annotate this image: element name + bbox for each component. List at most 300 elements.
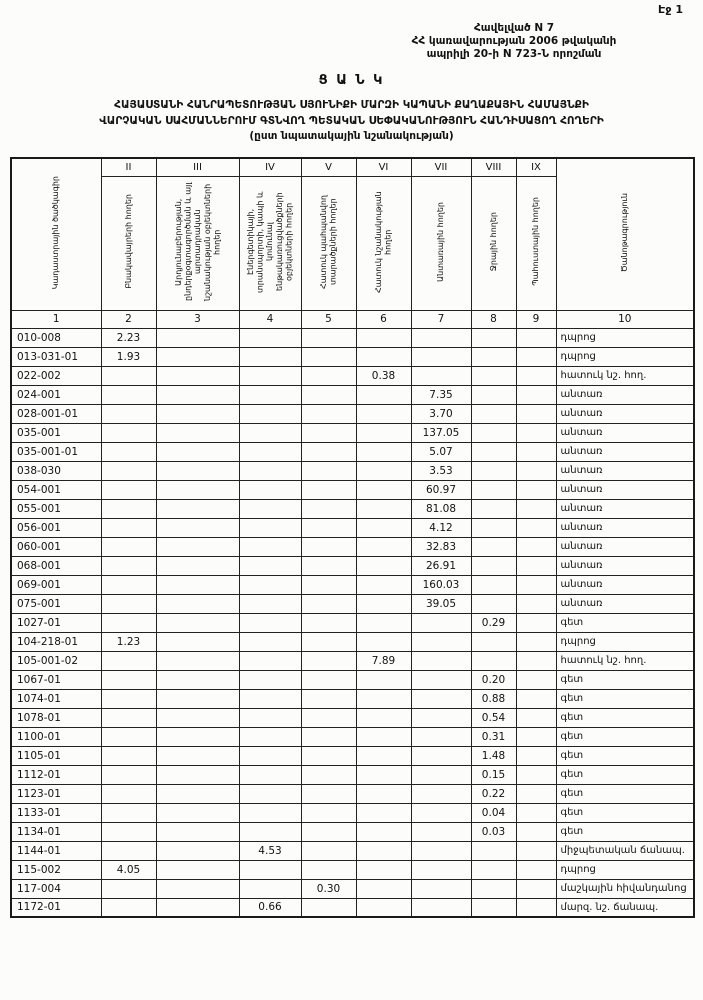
area-value-cell (411, 765, 471, 784)
area-value-cell (101, 423, 156, 442)
subtitle-line-3: (ըստ նպատակային նշանակության) (249, 129, 454, 142)
area-value-cell (356, 898, 411, 917)
cadastral-code-cell: 1027-01 (11, 613, 101, 632)
area-value-cell (356, 347, 411, 366)
area-value-cell (101, 594, 156, 613)
area-value-cell (156, 461, 239, 480)
area-value-cell (101, 575, 156, 594)
area-value-cell (301, 860, 356, 879)
cadastral-code-cell: 1105-01 (11, 746, 101, 765)
area-value-cell (301, 499, 356, 518)
roman-numeral-II: II (101, 158, 156, 176)
area-value-cell (356, 822, 411, 841)
table-row (11, 860, 694, 879)
area-value-cell (101, 670, 156, 689)
table-row (11, 784, 694, 803)
area-value-cell (516, 803, 556, 822)
note-cell: գետ (556, 822, 694, 841)
area-value-cell (516, 499, 556, 518)
area-value-cell (411, 746, 471, 765)
document-subtitle (10, 98, 693, 144)
area-value-cell (239, 518, 301, 537)
area-value-cell (101, 784, 156, 803)
area-value-cell (411, 708, 471, 727)
area-value-cell (471, 442, 516, 461)
area-value-cell (101, 708, 156, 727)
area-value-cell (301, 537, 356, 556)
table-row (11, 404, 694, 423)
table-row (11, 328, 694, 347)
note-cell: գետ (556, 670, 694, 689)
cadastral-code-cell: 104-218-01 (11, 632, 101, 651)
area-value-cell (239, 347, 301, 366)
area-value-cell (411, 841, 471, 860)
cadastral-code-cell: 056-001 (11, 518, 101, 537)
cadastral-code-cell: 022-002 (11, 366, 101, 385)
area-value-cell (239, 556, 301, 575)
table-row (11, 765, 694, 784)
area-value-cell (239, 480, 301, 499)
table-row (11, 670, 694, 689)
area-value-cell (356, 879, 411, 898)
cadastral-code-cell: 038-030 (11, 461, 101, 480)
note-cell: գետ (556, 613, 694, 632)
cadastral-code-cell: 069-001 (11, 575, 101, 594)
area-value-cell (411, 898, 471, 917)
area-value-cell (471, 575, 516, 594)
area-value-cell (301, 347, 356, 366)
area-value-cell (516, 556, 556, 575)
column-number-4: 4 (239, 310, 301, 328)
area-value-cell (301, 822, 356, 841)
forest-lands-label: Անտառային հողեր (436, 201, 446, 282)
header-cell-residential-lands (101, 176, 156, 310)
roman-numeral-VI: VI (356, 158, 411, 176)
area-value-cell: 4.12 (411, 518, 471, 537)
area-value-cell (156, 689, 239, 708)
area-value-cell (411, 803, 471, 822)
area-value-cell (471, 556, 516, 575)
note-cell: անտառ (556, 404, 694, 423)
table-row (11, 879, 694, 898)
cadastral-code-cell: 117-004 (11, 879, 101, 898)
area-value-cell (301, 613, 356, 632)
area-value-cell (411, 328, 471, 347)
area-value-cell (516, 347, 556, 366)
area-value-cell: 1.23 (101, 632, 156, 651)
table-row (11, 613, 694, 632)
area-value-cell (239, 879, 301, 898)
area-value-cell (516, 727, 556, 746)
area-value-cell (356, 803, 411, 822)
area-value-cell (156, 879, 239, 898)
roman-numeral-IX: IX (516, 158, 556, 176)
note-header-label: Ծանոթագրություն (619, 193, 629, 273)
decree-line-1: ՀՀ կառավարության 2006 թվականի (411, 35, 617, 48)
table-header (11, 158, 694, 328)
area-value-cell (301, 841, 356, 860)
area-value-cell (156, 575, 239, 594)
land-registry-table (10, 157, 695, 918)
annex-label: Հավելված N 7 (473, 22, 555, 34)
area-value-cell (156, 537, 239, 556)
area-value-cell (356, 328, 411, 347)
table-row (11, 708, 694, 727)
decree-line-2: ապրիլի 20-ի N 723-Ն որոշման (426, 48, 602, 61)
area-value-cell (516, 765, 556, 784)
area-value-cell: 0.03 (471, 822, 516, 841)
note-cell: անտառ (556, 537, 694, 556)
cadastral-code-cell: 1078-01 (11, 708, 101, 727)
header-cell-infrastructure-lands (239, 176, 301, 310)
cadastral-code-cell: 028-001-01 (11, 404, 101, 423)
area-value-cell (101, 518, 156, 537)
area-value-cell (471, 347, 516, 366)
reserve-lands-label: Պահուստային հողեր (531, 197, 541, 286)
roman-numeral-III: III (156, 158, 239, 176)
special-purpose-lands-label: Հատուկ նշանակության հողեր (373, 190, 393, 293)
cadastral-code-cell: 1074-01 (11, 689, 101, 708)
area-value-cell (356, 480, 411, 499)
area-value-cell (101, 366, 156, 385)
area-value-cell (471, 594, 516, 613)
area-value-cell: 0.22 (471, 784, 516, 803)
table-row (11, 499, 694, 518)
area-value-cell (356, 860, 411, 879)
area-value-cell (101, 879, 156, 898)
area-value-cell (156, 651, 239, 670)
area-value-cell (156, 328, 239, 347)
note-cell: անտառ (556, 594, 694, 613)
area-value-cell (156, 803, 239, 822)
area-value-cell (356, 423, 411, 442)
cadastral-code-cell: 1067-01 (11, 670, 101, 689)
area-value-cell (301, 480, 356, 499)
table-row (11, 423, 694, 442)
cadastral-code-cell: 035-001-01 (11, 442, 101, 461)
area-value-cell: 0.29 (471, 613, 516, 632)
table-row (11, 385, 694, 404)
column-number-10: 10 (556, 310, 694, 328)
column-number-8: 8 (471, 310, 516, 328)
area-value-cell: 0.31 (471, 727, 516, 746)
area-value-cell (239, 594, 301, 613)
column-number-9: 9 (516, 310, 556, 328)
roman-numeral-row (11, 158, 694, 176)
area-value-cell (301, 461, 356, 480)
area-value-cell (156, 499, 239, 518)
area-value-cell (356, 442, 411, 461)
water-lands-label: Ջրային հողեր (488, 211, 498, 272)
cadastral-code-cell: 010-008 (11, 328, 101, 347)
area-value-cell (356, 670, 411, 689)
area-value-cell (471, 537, 516, 556)
subtitle-line-1: ՀԱՅԱՍՏԱՆԻ ՀԱՆՐԱՊԵՏՈՒԹՅԱՆ ՍՅՈՒՆԻՔԻ ՄԱՐԶԻ ԿԱՊԱՆԻ ՔԱՂԱՔԱՅԻՆ ՀԱՄԱՅՆՔԻ (114, 99, 589, 112)
area-value-cell (516, 613, 556, 632)
area-value-cell (411, 822, 471, 841)
note-cell: անտառ (556, 461, 694, 480)
area-value-cell (101, 651, 156, 670)
area-value-cell (356, 613, 411, 632)
area-value-cell (239, 575, 301, 594)
note-cell: անտառ (556, 499, 694, 518)
area-value-cell (101, 746, 156, 765)
area-value-cell (516, 746, 556, 765)
area-value-cell (356, 784, 411, 803)
area-value-cell (101, 480, 156, 499)
table-row (11, 366, 694, 385)
area-value-cell (471, 366, 516, 385)
area-value-cell (101, 689, 156, 708)
area-value-cell (471, 385, 516, 404)
table-row (11, 689, 694, 708)
area-value-cell (471, 518, 516, 537)
note-cell: անտառ (556, 518, 694, 537)
note-cell: անտառ (556, 385, 694, 404)
area-value-cell: 39.05 (411, 594, 471, 613)
area-value-cell (411, 366, 471, 385)
cadastral-code-cell: 1144-01 (11, 841, 101, 860)
area-value-cell (156, 898, 239, 917)
table-row (11, 518, 694, 537)
cadastral-code-cell: 1123-01 (11, 784, 101, 803)
area-value-cell (239, 423, 301, 442)
note-cell: գետ (556, 727, 694, 746)
area-value-cell (156, 347, 239, 366)
cadastral-code-cell: 1112-01 (11, 765, 101, 784)
header-cell-forest-lands (411, 176, 471, 310)
area-value-cell (356, 385, 411, 404)
table-row (11, 575, 694, 594)
area-value-cell (356, 537, 411, 556)
area-value-cell (301, 575, 356, 594)
area-value-cell (516, 404, 556, 423)
note-cell: հատուկ նշ. հող. (556, 651, 694, 670)
note-cell: անտառ (556, 556, 694, 575)
annex-block (349, 22, 679, 61)
area-value-cell (239, 442, 301, 461)
area-value-cell: 7.89 (356, 651, 411, 670)
area-value-cell (411, 347, 471, 366)
area-value-cell (356, 499, 411, 518)
area-value-cell (356, 746, 411, 765)
note-cell: գետ (556, 765, 694, 784)
area-value-cell: 0.04 (471, 803, 516, 822)
area-value-cell (156, 556, 239, 575)
area-value-cell (356, 575, 411, 594)
cadastral-code-cell: 105-001-02 (11, 651, 101, 670)
area-value-cell (101, 442, 156, 461)
area-value-cell (156, 442, 239, 461)
area-value-cell: 60.97 (411, 480, 471, 499)
area-value-cell (471, 632, 516, 651)
area-value-cell (356, 727, 411, 746)
area-value-cell (239, 632, 301, 651)
area-value-cell (301, 670, 356, 689)
column-number-row (11, 310, 694, 328)
area-value-cell (301, 366, 356, 385)
area-value-cell (101, 898, 156, 917)
table-row (11, 632, 694, 651)
area-value-cell (156, 784, 239, 803)
header-cell-industrial-lands (156, 176, 239, 310)
area-value-cell (101, 613, 156, 632)
area-value-cell (516, 328, 556, 347)
industrial-lands-label: Արդյունաբերության, ընդերքօգտագործման և այլ արտադրական նշանակության օբյեկտների հողեր (173, 182, 221, 301)
note-cell: գետ (556, 803, 694, 822)
note-cell: անտառ (556, 442, 694, 461)
area-value-cell (411, 670, 471, 689)
area-value-cell (516, 423, 556, 442)
area-value-cell (239, 765, 301, 784)
area-value-cell (516, 784, 556, 803)
area-value-cell (239, 366, 301, 385)
note-cell: մարզ. նշ. ճանապ. (556, 898, 694, 917)
note-cell: դպրոց (556, 860, 694, 879)
area-value-cell (471, 860, 516, 879)
column-number-2: 2 (101, 310, 156, 328)
cadastral-code-cell: 060-001 (11, 537, 101, 556)
area-value-cell (156, 670, 239, 689)
area-value-cell (301, 594, 356, 613)
area-value-cell (516, 689, 556, 708)
area-value-cell (516, 898, 556, 917)
cadastral-code-cell: 024-001 (11, 385, 101, 404)
table-row (11, 594, 694, 613)
area-value-cell (471, 328, 516, 347)
area-value-cell (156, 746, 239, 765)
table-row (11, 461, 694, 480)
area-value-cell: 1.48 (471, 746, 516, 765)
cadastral-code-cell: 1134-01 (11, 822, 101, 841)
note-cell: հատուկ նշ. հող. (556, 366, 694, 385)
header-cell-special-purpose-lands (356, 176, 411, 310)
area-value-cell (356, 404, 411, 423)
area-value-cell: 2.23 (101, 328, 156, 347)
area-value-cell (101, 537, 156, 556)
area-value-cell (301, 328, 356, 347)
area-value-cell (471, 461, 516, 480)
area-value-cell (301, 727, 356, 746)
area-value-cell (516, 708, 556, 727)
area-value-cell (156, 385, 239, 404)
cadastral-code-cell: 075-001 (11, 594, 101, 613)
area-value-cell (301, 423, 356, 442)
area-value-cell (516, 461, 556, 480)
note-cell: գետ (556, 708, 694, 727)
column-number-7: 7 (411, 310, 471, 328)
area-value-cell: 0.30 (301, 879, 356, 898)
area-value-cell: 3.70 (411, 404, 471, 423)
area-value-cell (356, 518, 411, 537)
area-value-cell (156, 480, 239, 499)
area-value-cell (471, 404, 516, 423)
area-value-cell (239, 803, 301, 822)
table-row (11, 841, 694, 860)
roman-numeral-V: V (301, 158, 356, 176)
area-value-cell (101, 385, 156, 404)
area-value-cell (301, 442, 356, 461)
area-value-cell (411, 784, 471, 803)
area-value-cell (239, 708, 301, 727)
area-value-cell (301, 632, 356, 651)
area-value-cell (471, 423, 516, 442)
header-cell-reserve-lands (516, 176, 556, 310)
area-value-cell (411, 860, 471, 879)
area-value-cell (301, 556, 356, 575)
area-value-cell (411, 727, 471, 746)
table-row (11, 803, 694, 822)
table-row (11, 746, 694, 765)
table-row (11, 822, 694, 841)
area-value-cell (516, 822, 556, 841)
area-value-cell: 0.88 (471, 689, 516, 708)
roman-numeral-VIII: VIII (471, 158, 516, 176)
area-value-cell (516, 841, 556, 860)
area-value-cell (239, 670, 301, 689)
area-value-cell (516, 442, 556, 461)
cadastral-code-cell: 035-001 (11, 423, 101, 442)
column-number-5: 5 (301, 310, 356, 328)
document-title: Ց Ա Ն Կ (318, 73, 385, 89)
header-cell-protected-lands (301, 176, 356, 310)
roman-numeral-VII: VII (411, 158, 471, 176)
area-value-cell (471, 841, 516, 860)
area-value-cell: 137.05 (411, 423, 471, 442)
area-value-cell (301, 898, 356, 917)
protected-lands-label: Հատուկ պահպանվող տարածքների հողեր (318, 194, 338, 289)
area-value-cell (411, 879, 471, 898)
area-value-cell (101, 841, 156, 860)
note-cell: դպրոց (556, 632, 694, 651)
area-value-cell (101, 461, 156, 480)
area-value-cell (356, 556, 411, 575)
header-cell-cadastral-code (11, 158, 101, 310)
area-value-cell (356, 689, 411, 708)
area-value-cell (516, 385, 556, 404)
column-number-1: 1 (11, 310, 101, 328)
area-value-cell (239, 328, 301, 347)
area-value-cell (471, 898, 516, 917)
area-value-cell (356, 632, 411, 651)
table-row (11, 537, 694, 556)
note-cell: գետ (556, 746, 694, 765)
cadastral-code-cell: 1172-01 (11, 898, 101, 917)
area-value-cell: 0.66 (239, 898, 301, 917)
area-value-cell (516, 651, 556, 670)
area-value-cell (301, 689, 356, 708)
cadastral-code-cell: 068-001 (11, 556, 101, 575)
area-value-cell (301, 404, 356, 423)
area-value-cell: 1.93 (101, 347, 156, 366)
area-value-cell (156, 860, 239, 879)
table-row (11, 442, 694, 461)
area-value-cell (301, 765, 356, 784)
area-value-cell (356, 765, 411, 784)
area-value-cell (239, 727, 301, 746)
area-value-cell (356, 841, 411, 860)
header-cell-note (556, 158, 694, 310)
table-row (11, 347, 694, 366)
area-value-cell (101, 803, 156, 822)
area-value-cell (156, 518, 239, 537)
note-cell: դպրոց (556, 347, 694, 366)
area-value-cell (411, 632, 471, 651)
area-value-cell (516, 879, 556, 898)
area-value-cell: 5.07 (411, 442, 471, 461)
area-value-cell (411, 613, 471, 632)
area-value-cell (516, 537, 556, 556)
